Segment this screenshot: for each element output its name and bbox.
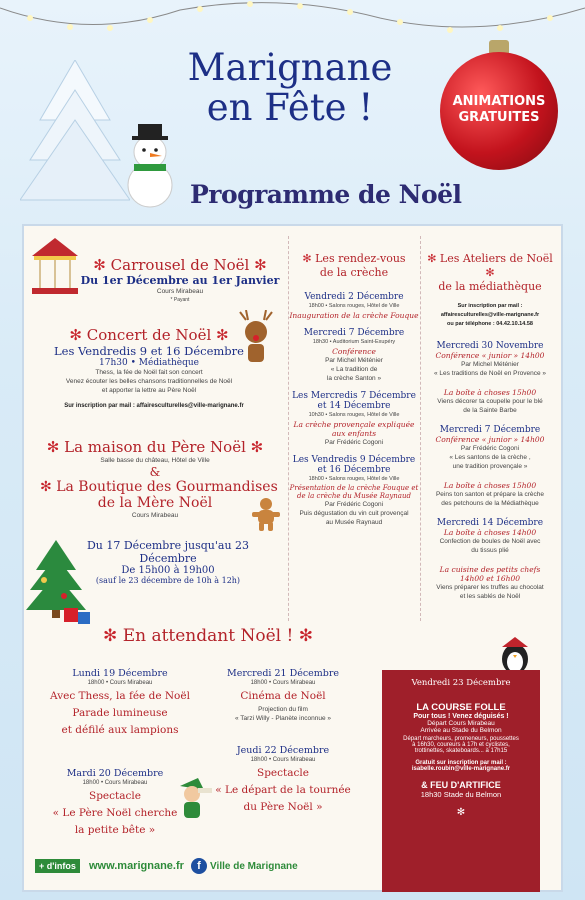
r1-time: 18h00 • Cours Mirabeau (250, 680, 316, 686)
creche-e2-sub-1: « La tradition de (330, 366, 378, 373)
badge-line-1: ANIMATIONS (452, 94, 546, 109)
snowflake-icon: ✻ (427, 252, 437, 265)
snowflake-icon: ✻ (298, 626, 313, 646)
attendant-left-2 (40, 768, 190, 839)
creche-e1-title: Inauguration de la crèche Fouque (289, 311, 419, 320)
atelier-a5-title: La boîte à choses 14h00 (443, 528, 537, 537)
course-line-7: Gratuit sur inscription par mail : (415, 760, 507, 766)
facebook-icon[interactable]: f (191, 858, 207, 874)
maison-amp: & (149, 465, 161, 479)
creche-e4-title-2: de la crèche du Musée Raynaud (297, 492, 411, 500)
creche-e4-time: 18h00 • Salons rouges, Hôtel de Ville (308, 476, 400, 482)
creche-e3-date-2: et 14 Décembre (317, 401, 391, 411)
creche-e2-title: Conférence (332, 347, 376, 356)
course-line-3: Arrivée au Stade du Belmon (420, 727, 502, 734)
l1-time: 18h00 • Cours Mirabeau (87, 680, 153, 686)
footer (35, 858, 298, 878)
concert-dates: Les Vendredis 9 et 16 Décembre (54, 344, 244, 358)
course-line-6: trottinettes, skateboards... à 17h15 (414, 748, 508, 754)
atelier-a1-by: Par Michel Méténier (461, 361, 519, 368)
concert-section (34, 326, 264, 395)
ateliers-signup-2: affairesculturelles@ville-marignane.fr (440, 312, 540, 318)
creche-e2-time: 18h30 • Auditorium Saint-Exupéry (312, 339, 396, 345)
r1-title-2: Projection du film (258, 706, 308, 713)
attendant-left-1 (45, 668, 195, 739)
creche-e4-sub-1: Puis dégustation du vin cuit provençal (299, 510, 409, 517)
concert-time: 17h30 • Médiathèque (99, 358, 199, 368)
atelier-a4-title: La boîte à choses 15h00 (443, 481, 537, 490)
course-line-2: Départ Cours Mirabeau (427, 720, 495, 727)
maison-title: La maison du Père Noël (64, 438, 246, 456)
title-line-2: en Fête ! (206, 86, 374, 129)
concert-desc-2: Venez écouter les belles chansons traditionnelles de Noël (65, 378, 233, 385)
creche-e4-date-2: et 16 Décembre (317, 465, 391, 475)
creche-e1-time: 18h00 • Salons rouges, Hôtel de Ville (308, 303, 400, 309)
l1-title-2: Parade lumineuse (72, 707, 168, 719)
page-title (160, 48, 420, 128)
carrousel-section (80, 256, 280, 305)
more-info-tag: + d'infos (35, 859, 80, 873)
snowman-illustration (110, 120, 190, 210)
snowflake-icon: ✻ (254, 256, 267, 274)
carrousel-dates: Du 1er Décembre au 1er Janvier (80, 274, 280, 287)
snowflake-icon: ✻ (69, 326, 82, 344)
snowflake-icon: ✻ (46, 438, 60, 456)
course-line-8: isabelle.roubin@ville-marignane.fr (411, 766, 511, 772)
creche-e4-sub-2: au Musée Raynaud (325, 519, 383, 526)
gingerbread-icon (252, 497, 280, 531)
snowflake-icon: ✻ (40, 479, 52, 495)
boutique-title-2: de la Mère Noël (97, 495, 213, 511)
creche-e2-date: Mercredi 7 Décembre (303, 328, 405, 338)
creche-e2-sub-2: la crèche Santon » (326, 375, 382, 382)
attendant-right-2 (208, 745, 358, 816)
r2-title-2: « Le départ de la tournée (215, 784, 351, 796)
maison-except: (sauf le 23 décembre de 10h à 12h) (95, 576, 241, 585)
l2-title-2: « Le Père Noël cherche (52, 807, 178, 819)
l2-date: Mardi 20 Décembre (66, 768, 164, 779)
ateliers-signup-1: Sur inscription par mail : (457, 303, 523, 309)
atelier-a6-title-1: La cuisine des petits chefs (439, 565, 541, 574)
atelier-a1-sub: « Les traditions de Noël en Provence » (433, 370, 546, 377)
maison-dates: Du 17 Décembre jusqu'au 23 Décembre (86, 539, 250, 565)
christmas-tree-icon (24, 540, 94, 628)
atelier-a6-desc-2: et les sablés de Noël (459, 593, 521, 600)
creche-e1-date: Vendredi 2 Décembre (304, 292, 404, 302)
free-events-badge (440, 52, 558, 170)
program-subtitle: Programme de Noël (190, 180, 462, 209)
atelier-a5-date: Mercredi 14 Décembre (436, 518, 544, 528)
carrousel-place: Cours Mirabeau (156, 288, 204, 295)
creche-e4-by: Par Frédéric Cogoni (324, 501, 384, 508)
snowflake-icon: ✻ (93, 256, 106, 274)
r1-date: Mercredi 21 Décembre (226, 668, 340, 679)
concert-desc-3: et apporter la lettre au Père Noël (101, 387, 197, 394)
ateliers-signup-3: ou par téléphone : 04.42.10.14.58 (447, 321, 533, 327)
firework-time: 18h30 Stade du Belmon (420, 790, 502, 799)
website-link[interactable]: www.marignane.fr (88, 860, 184, 872)
course-line-1: Pour tous ! Venez déguisés ! (413, 713, 509, 720)
atelier-a5-desc-1: Confection de boules de Noël avec (439, 538, 541, 545)
atelier-a5-desc-2: du tissus plié (471, 547, 509, 554)
l2-time: 18h00 • Cours Mirabeau (82, 780, 148, 786)
reindeer-icon (236, 310, 276, 366)
creche-section (288, 252, 420, 527)
creche-e3-by: Par Frédéric Cogoni (324, 439, 384, 446)
atelier-a1-title: Conférence « junior » 14h00 (435, 351, 545, 360)
atelier-a3-title: Conférence « junior » 14h00 (435, 435, 545, 444)
maison-time: De 15h00 à 19h00 (121, 565, 215, 576)
creche-e4-date-1: Les Vendredis 9 Décembre (292, 455, 416, 465)
course-title: LA COURSE FOLLE (416, 702, 506, 713)
creche-title-2: de la crèche (319, 266, 389, 279)
creche-e3-time: 10h30 • Salons rouges, Hôtel de Ville (308, 412, 400, 418)
boutique-place: Cours Mirabeau (131, 512, 179, 519)
course-line-5: à 16h30, coureurs à 17h et cyclistes, (412, 742, 510, 748)
creche-e3-title-1: La crèche provençale expliquée (293, 420, 415, 429)
r1-title-1: Cinéma de Noël (240, 690, 326, 702)
creche-e2-by: Par Michel Méténier (325, 357, 383, 364)
course-date: Vendredi 23 Décembre (411, 678, 511, 688)
maison-place: Salle basse du château, Hôtel de Ville (100, 457, 210, 464)
r2-time: 18h00 • Cours Mirabeau (250, 757, 316, 763)
atelier-a2-title: La boîte à choses 15h00 (443, 388, 537, 397)
course-line-4: Départ marcheurs, promeneurs, poussettes (403, 736, 519, 742)
atelier-a3-date: Mercredi 7 Décembre (439, 425, 541, 435)
l1-title-1: Avec Thess, la fée de Noël (50, 690, 190, 702)
l1-date: Lundi 19 Décembre (72, 668, 168, 679)
concert-title: Concert de Noël (86, 326, 212, 344)
atelier-a4-desc-2: des petchouns de la Médiathèque (441, 500, 539, 507)
attendant-right-1 (208, 668, 358, 723)
atelier-a4-desc-1: Peins ton santon et prépare la crèche (435, 491, 545, 498)
elf-icon (174, 776, 214, 826)
firework-title: & FEU D'ARTIFICE (421, 780, 501, 790)
concert-signup: Sur inscription par mail : affairesculturelles@ville-marignane.fr (64, 403, 244, 409)
snowflake-icon: ✻ (485, 266, 495, 279)
atelier-a1-date: Mercredi 30 Novembre (436, 341, 544, 351)
snowflake-icon: ✻ (302, 252, 312, 265)
snowflake-icon: ✻ (216, 326, 229, 344)
atelier-a2-desc-1: Viens décorer ta coupelle pour le blé (437, 398, 543, 405)
atelier-a3-sub-2: une tradition provençale » (452, 463, 528, 470)
creche-title-1: Les rendez-vous (315, 252, 406, 265)
badge-line-2: GRATUITES (458, 110, 540, 125)
carousel-icon (30, 236, 80, 296)
r1-title-3: « Tarzi Willy - Planète inconnue » (235, 715, 331, 722)
r2-title-1: Spectacle (257, 767, 309, 779)
l1-title-3: et défilé aux lampions (61, 724, 179, 736)
creche-e3-date-1: Les Mercredis 7 Décembre (292, 391, 416, 401)
creche-e4-title-1: Présentation de la crèche Fouque et (289, 484, 419, 492)
carrousel-title: Carrousel de Noël (110, 256, 250, 274)
ateliers-title-1: Les Ateliers de Noël (439, 252, 553, 265)
facebook-page-link[interactable]: Ville de Marignane (210, 861, 298, 872)
l2-title-3: la petite bête » (74, 824, 156, 836)
ateliers-section (421, 252, 559, 601)
atelier-a6-desc-1: Viens préparer les truffes au chocolat (436, 584, 544, 591)
maison-section (40, 438, 278, 520)
r2-title-3: du Père Noël » (243, 801, 323, 813)
snowflake-icon: ✻ (456, 807, 466, 818)
l2-title-1: Spectacle (89, 790, 141, 802)
concert-desc: Thess, la fée de Noël fait son concert (95, 369, 203, 376)
course-folle-box (382, 670, 540, 892)
atelier-a3-by: Par Frédéric Cogoni (460, 445, 520, 452)
atelier-a6-title-2: 14h00 et 16h00 (459, 574, 521, 583)
snowflake-icon: ✻ (250, 438, 264, 456)
atelier-a3-sub-1: « Les santons de la crèche , (449, 454, 531, 461)
carrousel-note: * Payant (170, 297, 190, 303)
atelier-a2-desc-2: de la Sainte Barbe (463, 407, 517, 414)
snowflake-icon: ✻ (103, 626, 118, 646)
title-line-1: Marignane (187, 46, 393, 89)
creche-e3-title-2: aux enfants (331, 429, 377, 438)
r2-date: Jeudi 22 Décembre (236, 745, 330, 756)
boutique-title: La Boutique des Gourmandises (56, 479, 278, 495)
attendant-title: En attendant Noël ! (122, 626, 294, 646)
attendant-heading (98, 626, 318, 646)
ateliers-title-2: de la médiathèque (438, 280, 542, 293)
